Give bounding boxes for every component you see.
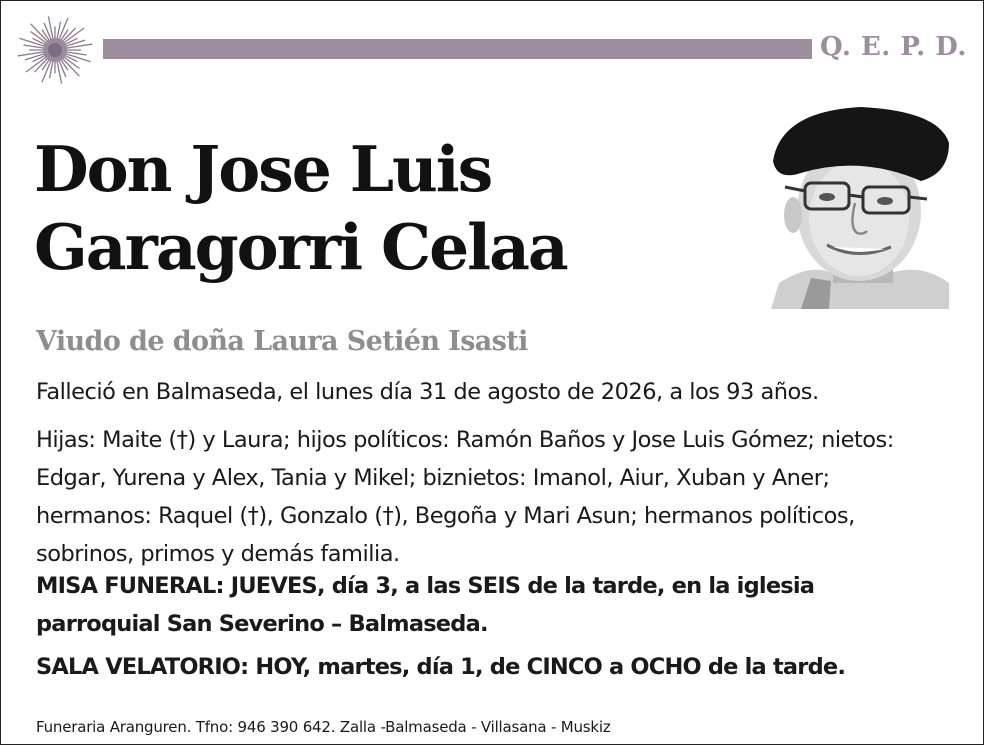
funeral-home-footer: Funeraria Aranguren. Tfno: 946 390 642. Zalla -Balmaseda - Villasana - Muskiz: [36, 718, 611, 736]
deceased-name: [34, 130, 567, 286]
qepd-label: Q. E. P. D.: [820, 32, 967, 62]
header-bar: [103, 39, 812, 59]
funeral-mass: MISA FUNERAL: JUEVES, día 3, a las SEIS de la tarde, en la iglesia parroquial San Severino – Balmaseda.: [36, 573, 815, 637]
name-line-1: Don Jose Luis: [34, 132, 492, 206]
name-line-2: Garagorri Celaa: [34, 210, 567, 284]
family-list: Hijas: Maite (†) y Laura; hijos políticos: Ramón Baños y Jose Luis Gómez; nietos: Edgar, Yurena y Alex, Tania y Mikel; biznietos: Imanol, Aiur, Xuban y Aner; hermanos: Raquel (†), Gonzalo (†), Begoña y Mari Asun; hermanos políticos, sobrinos, primos y demás familia.: [36, 427, 894, 567]
thistle-flower-icon: [12, 12, 98, 90]
wake-room: SALA VELATORIO: HOY, martes, día 1, de CINCO a OCHO de la tarde.: [36, 654, 846, 680]
portrait-photo-icon: [771, 103, 949, 309]
widow-line: Viudo de doña Laura Setién Isasti: [36, 326, 528, 357]
death-notice: Falleció en Balmaseda, el lunes día 31 de agosto de 2026, a los 93 años.: [36, 379, 819, 405]
